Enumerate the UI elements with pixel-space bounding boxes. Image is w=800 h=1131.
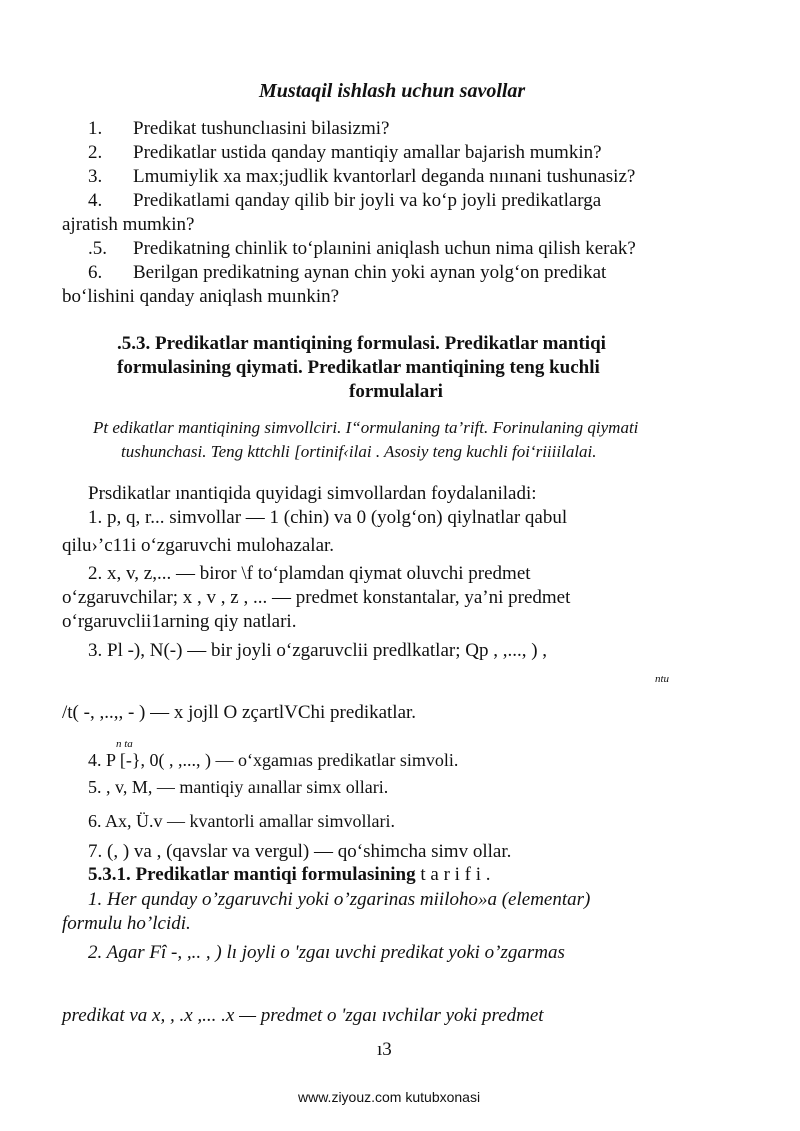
question-4-line-1: Predikatlami qanday qilib bir joyli va ko‘p joyli predikatlarga xyxy=(133,190,602,211)
subsection-title-bold: 5.3.1. Predikatlar mantiqi formulasining xyxy=(88,864,416,885)
definition-2-line-1: 2. Agar Fî -, ,.. , ) lı joyli o 'zgaı uvchi predikat yoki o’zgarmas xyxy=(88,942,565,963)
definition-2-line-2: predikat va x, , .x ,... .x — predmet o 'zgaı ıvchilar yoki predmet xyxy=(62,1005,544,1026)
intro-paragraph: Prsdikatlar ınantiqida quyidagi simvollardan foydalaniladi: xyxy=(88,483,537,504)
footer-url: www.ziyouz.com kutubxonasi xyxy=(298,1089,481,1105)
question-4-line-2: ajratish mumkin? xyxy=(62,214,195,235)
definition-1-line-2: formulu ho’lcidi. xyxy=(62,913,191,934)
question-3-number: 3. xyxy=(88,166,103,187)
question-5-number: .5. xyxy=(88,238,107,259)
item-7: 7. (, ) va , (qavslar va vergul) — qo‘shimcha simv ollar. xyxy=(88,841,512,862)
question-2-number: 2. xyxy=(88,142,103,163)
item-2-line-2: o‘zgaruvchilar; x , v , z , ... — predmet konstantalar, ya’ni predmet xyxy=(62,587,571,608)
question-6-number: 6. xyxy=(88,262,103,283)
item-6: 6. Ax, Ü.v — kvantorli amallar simvollari. xyxy=(88,811,395,831)
section-title-line-1: .5.3. Predikatlar mantiqining formulasi. Predikatlar mantiqi xyxy=(117,333,606,354)
section-title-line-2: formulasining qiymati. Predikatlar mantiqining teng kuchli xyxy=(117,357,600,378)
question-6-line-1: Berilgan predikatning aynan chin yoki aynan yolg‘on predikat xyxy=(133,262,607,283)
item-4: 4. P [-}, 0( , ,..., ) — o‘xgamıas predikatlar simvoli. xyxy=(88,750,459,770)
item-3-line-2: /t( -, ,..,, - ) — x jojll O zçartlVChi predikatlar. xyxy=(62,702,417,723)
question-4-number: 4. xyxy=(88,190,103,211)
item-1-line-1: 1. p, q, r... simvollar — 1 (chin) va 0 (yolg‘on) qiylnatlar qabul xyxy=(88,507,568,528)
item-3-subscript: ntu xyxy=(655,673,670,685)
item-2-line-1: 2. x, v, z,... — biror \f to‘plamdan qiymat oluvchi predmet xyxy=(88,563,531,584)
question-1-text: Predikat tushunclıasini bilasizmi? xyxy=(133,118,390,139)
page-number: ı3 xyxy=(377,1039,392,1060)
item-1-line-2: qilu›’c11i o‘zgaruvchi mulohazalar. xyxy=(62,535,335,556)
question-5-text: Predikatning chinlik to‘plaınini aniqlash uchun nima qilish kerak? xyxy=(133,238,636,259)
item-3-line-1: 3. Pl -), N(-) — bir joyli o‘zgaruvclii predlkatlar; Qp , ,..., ) , xyxy=(88,640,548,661)
question-6-line-2: bo‘lishini qanday aniqlash muınkin? xyxy=(62,286,340,307)
question-2-text: Predikatlar ustida qanday mantiqiy amallar bajarish mumkin? xyxy=(133,142,602,163)
abstract-line-1: Pt edikatlar mantiqining simvollciri. I“ormulaning ta’rift. Forinulaning qiymati xyxy=(93,418,639,437)
question-1-number: 1. xyxy=(88,118,103,139)
subsection-title xyxy=(88,864,491,886)
question-3-text: Lmumiylik xa max;judlik kvantorlarl deganda nıınani tushunasiz? xyxy=(133,166,636,187)
definition-1-line-1: 1. Her qunday o’zgaruvchi yoki o’zgarinas miiloho»a (elementar) xyxy=(88,889,591,910)
subsection-title-rest: t a r i f i . xyxy=(415,864,491,885)
item-5: 5. , v, M, — mantiqiy aınallar simx ollari. xyxy=(88,777,389,797)
abstract-line-2: tushunchasi. Teng kttchli [ortinif‹ilai . Asosiy teng kuchli foi‘riiiilalai. xyxy=(121,442,597,461)
item-2-line-3: o‘rgaruvclii1arning qiy natlari. xyxy=(62,611,297,632)
item-4-superscript: n ta xyxy=(116,738,133,750)
section-title-line-3: formulalari xyxy=(349,381,443,402)
questions-heading: Mustaqil ishlash uchun savollar xyxy=(259,80,526,102)
